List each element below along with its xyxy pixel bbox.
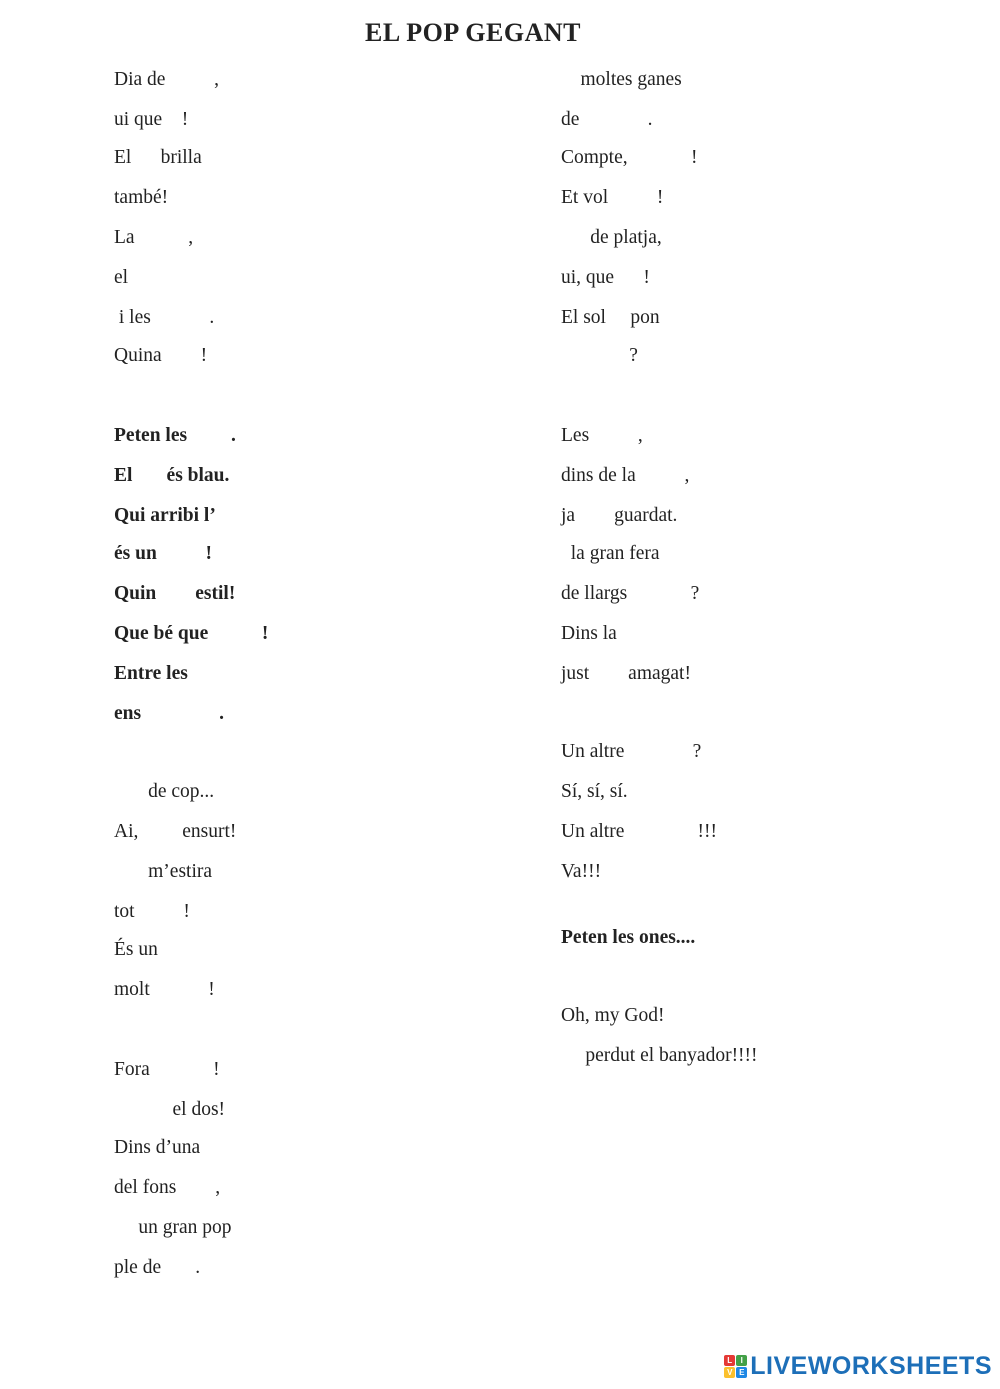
logo-mark-letter: I	[736, 1355, 747, 1366]
right-line: ?	[561, 345, 638, 366]
document-title: EL POP GEGANT	[365, 18, 581, 47]
left-line: Que bé que !	[114, 623, 269, 644]
right-line: la gran fera	[561, 543, 660, 564]
left-line: Fora !	[114, 1059, 220, 1080]
right-line: Va!!!	[561, 861, 602, 882]
right-line: perdut el banyador!!!!	[561, 1045, 758, 1066]
right-line: moltes ganes	[561, 69, 682, 90]
left-line: del fons ,	[114, 1177, 221, 1198]
left-line: Peten les .	[114, 425, 236, 446]
right-line: Les ,	[561, 425, 643, 446]
left-line: Dia de ,	[114, 69, 220, 90]
left-line: ui que !	[114, 109, 189, 130]
left-line: El brilla	[114, 147, 202, 168]
left-line: és un !	[114, 543, 213, 564]
left-line: molt !	[114, 979, 215, 1000]
right-line: El sol pon	[561, 307, 660, 328]
left-line: m’estira	[114, 861, 213, 882]
left-line: ple de .	[114, 1257, 201, 1278]
left-line: És un	[114, 939, 158, 960]
right-line: Compte, !	[561, 147, 698, 168]
liveworksheets-mark-icon	[724, 1355, 747, 1378]
left-line: Dins d’una	[114, 1137, 201, 1158]
right-line: Un altre ?	[561, 741, 702, 762]
right-line: just amagat!	[561, 663, 691, 684]
right-line: de .	[561, 109, 653, 130]
logo-mark-letter: E	[736, 1367, 747, 1378]
logo-mark-letter: V	[724, 1367, 735, 1378]
logo-mark-letter: L	[724, 1355, 735, 1366]
left-line: també!	[114, 187, 169, 208]
right-line: Un altre !!!	[561, 821, 717, 842]
right-line: Peten les ones....	[561, 927, 696, 948]
right-line: dins de la ,	[561, 465, 690, 486]
left-line: de cop...	[114, 781, 215, 802]
left-line: tot !	[114, 901, 190, 922]
left-line: El és blau.	[114, 465, 230, 486]
left-line: un gran pop	[114, 1217, 232, 1238]
left-line: el dos!	[114, 1099, 226, 1120]
right-line: Sí, sí, sí.	[561, 781, 628, 802]
left-line: Ai, ensurt!	[114, 821, 237, 842]
left-line: el	[114, 267, 129, 288]
right-line: de platja,	[561, 227, 662, 248]
left-line: La ,	[114, 227, 194, 248]
left-line: i les .	[114, 307, 215, 328]
right-line: Dins la	[561, 623, 617, 644]
left-line: Quin estil!	[114, 583, 236, 604]
right-line: Oh, my God!	[561, 1005, 665, 1026]
right-line: de llargs ?	[561, 583, 700, 604]
left-line: Quina !	[114, 345, 208, 366]
right-line: Et vol !	[561, 187, 664, 208]
left-line: Qui arribi l’	[114, 505, 216, 526]
left-line: ens .	[114, 703, 224, 724]
logo-text: LIVEWORKSHEETS	[750, 1351, 992, 1380]
right-line: ja guardat.	[561, 505, 678, 526]
right-line: ui, que !	[561, 267, 650, 288]
left-line: Entre les	[114, 663, 188, 684]
liveworksheets-logo	[724, 1351, 992, 1381]
